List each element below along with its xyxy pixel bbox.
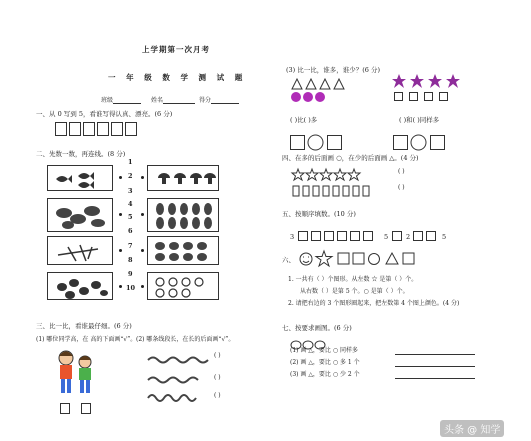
q3-sub2: (2) 哪条线段长，在长的后面画“√”。 — [136, 336, 235, 343]
answer-box[interactable] — [97, 122, 109, 136]
picture-mushrooms — [147, 165, 219, 191]
q5-row2-mid: 2 — [406, 233, 411, 241]
square-shape — [394, 92, 403, 101]
q6-line1[interactable]: 1. 一共有（ ）个图形。从左数 ☆ 是第（ ）个。 — [288, 276, 418, 283]
q7-row3: (3) 画 △，要比 ○ 少 2 个 — [290, 371, 360, 378]
number-label: 7 — [128, 242, 133, 250]
checkbox-tall-left[interactable] — [60, 403, 70, 414]
q5-row1-start: 3 — [290, 233, 295, 241]
picture-dragonflies — [47, 236, 113, 265]
rope-bracket-2[interactable]: ( ) — [214, 374, 221, 381]
q7-row1: (1) 画 △，要比 ○ 同样多 — [290, 347, 358, 354]
draw-line-3[interactable] — [395, 378, 475, 379]
picture-bees — [47, 272, 113, 300]
compare-line-2[interactable]: ( )和( )同样多 — [399, 116, 440, 124]
square-shape[interactable] — [430, 135, 445, 150]
class-field: 班级 — [101, 96, 141, 104]
square-shape[interactable] — [290, 135, 305, 150]
q2-text: 二、先数一数，再连线。(8 分) — [36, 150, 126, 158]
picture-apples — [147, 272, 219, 300]
draw-line-2[interactable] — [395, 366, 475, 367]
number-box[interactable] — [337, 231, 347, 241]
number-label: 4 — [128, 200, 133, 208]
q5-row2-start: 5 — [384, 233, 389, 241]
square-shape[interactable] — [393, 135, 408, 150]
q6-line2: 2. 请把右边的 3 个图形圈起来，把左数第 4 个图上颜色。(4 分) — [288, 300, 460, 307]
number-box[interactable] — [426, 231, 436, 241]
rope-line-1 — [148, 350, 208, 360]
square-shape — [409, 92, 418, 101]
star-row — [392, 74, 462, 90]
answer-box[interactable] — [55, 122, 67, 136]
connect-dot[interactable] — [119, 285, 122, 288]
answer-box[interactable] — [125, 122, 137, 136]
q4-text: 四、在多的后面画 ○，在少的后面画 △。(4 分) — [282, 154, 419, 162]
connect-dot[interactable] — [119, 249, 122, 252]
q5-row2-end: 5 — [442, 233, 447, 241]
connect-dot[interactable] — [141, 285, 144, 288]
connect-dot[interactable] — [119, 213, 122, 216]
rope-bracket-1[interactable]: ( ) — [214, 352, 221, 359]
q3-3-text: (3) 比一比，谁多，谁少？(6 分) — [286, 66, 381, 74]
connect-dot[interactable] — [141, 213, 144, 216]
number-box[interactable] — [298, 231, 308, 241]
square-shape — [424, 92, 433, 101]
page-subtitle: 一 年 级 数 学 测 试 题 — [108, 73, 247, 82]
answer-box[interactable] — [69, 122, 81, 136]
number-label: 2 — [128, 172, 133, 180]
q4-paren-1[interactable]: ( ) — [398, 168, 405, 175]
number-box[interactable] — [311, 231, 321, 241]
number-box[interactable] — [324, 231, 334, 241]
rope-bracket-3[interactable]: ( ) — [214, 392, 221, 399]
number-label: 3 — [128, 187, 133, 195]
number-label: 8 — [128, 256, 133, 264]
picture-fish — [47, 165, 113, 191]
watermark: 头条 @ 知学 — [440, 420, 504, 437]
connect-dot[interactable] — [119, 176, 122, 179]
smiley-row — [290, 335, 330, 345]
square-shape — [439, 92, 448, 101]
score-field: 得分 — [199, 96, 239, 104]
number-label: 6 — [128, 227, 133, 235]
answer-box[interactable] — [83, 122, 95, 136]
cup-row — [292, 182, 372, 194]
picture-leaves — [147, 198, 219, 232]
number-label: 10 — [126, 284, 136, 292]
star-outline-row — [292, 166, 372, 178]
answer-box[interactable] — [111, 122, 123, 136]
number-label: 9 — [128, 270, 133, 278]
q6-shape-row — [298, 250, 478, 268]
q3-sub1: (1) 哪位同学高，在 高的下面画“√”。 — [36, 336, 137, 343]
q4-paren-2[interactable]: ( ) — [398, 184, 405, 191]
q3-text: 三、比一比，看谁最仔细。(6 分) — [36, 322, 132, 330]
number-label: 5 — [128, 213, 133, 221]
circle-shape[interactable] — [307, 134, 324, 151]
number-box[interactable] — [413, 231, 423, 241]
picture-birds — [47, 198, 113, 232]
square-shape[interactable] — [327, 135, 342, 150]
number-box[interactable] — [392, 231, 402, 241]
picture-shells — [147, 236, 219, 265]
q1-text: 一、从 0 写到 5，看谁写得认真、漂亮。(6 分) — [36, 110, 173, 118]
q7-text: 七、按要求画图。(6 分) — [282, 324, 352, 332]
checkbox-tall-right[interactable] — [81, 403, 91, 414]
rope-line-3 — [148, 389, 196, 401]
number-box[interactable] — [350, 231, 360, 241]
name-field: 姓名 — [151, 96, 195, 104]
compare-line-1[interactable]: ( )比( )多 — [290, 116, 318, 124]
page-title: 上学期第一次月考 — [142, 45, 210, 54]
draw-line-1[interactable] — [395, 354, 475, 355]
connect-dot[interactable] — [141, 249, 144, 252]
q7-row2: (2) 画 △，要比 ○ 多 1 个 — [290, 359, 360, 366]
circle-row — [290, 88, 330, 100]
connect-dot[interactable] — [141, 176, 144, 179]
circle-shape[interactable] — [410, 134, 427, 151]
q6-line1b[interactable]: 从右数（ ）是第 5 个。○ 是第（ ）个。 — [300, 288, 409, 295]
q5-text: 五、按顺序填数。(10 分) — [282, 210, 356, 218]
children-illustration — [52, 348, 98, 400]
q6-label: 六、 — [282, 256, 295, 264]
rope-line-2 — [148, 370, 200, 380]
number-label: 1 — [128, 158, 133, 166]
number-box[interactable] — [363, 231, 373, 241]
